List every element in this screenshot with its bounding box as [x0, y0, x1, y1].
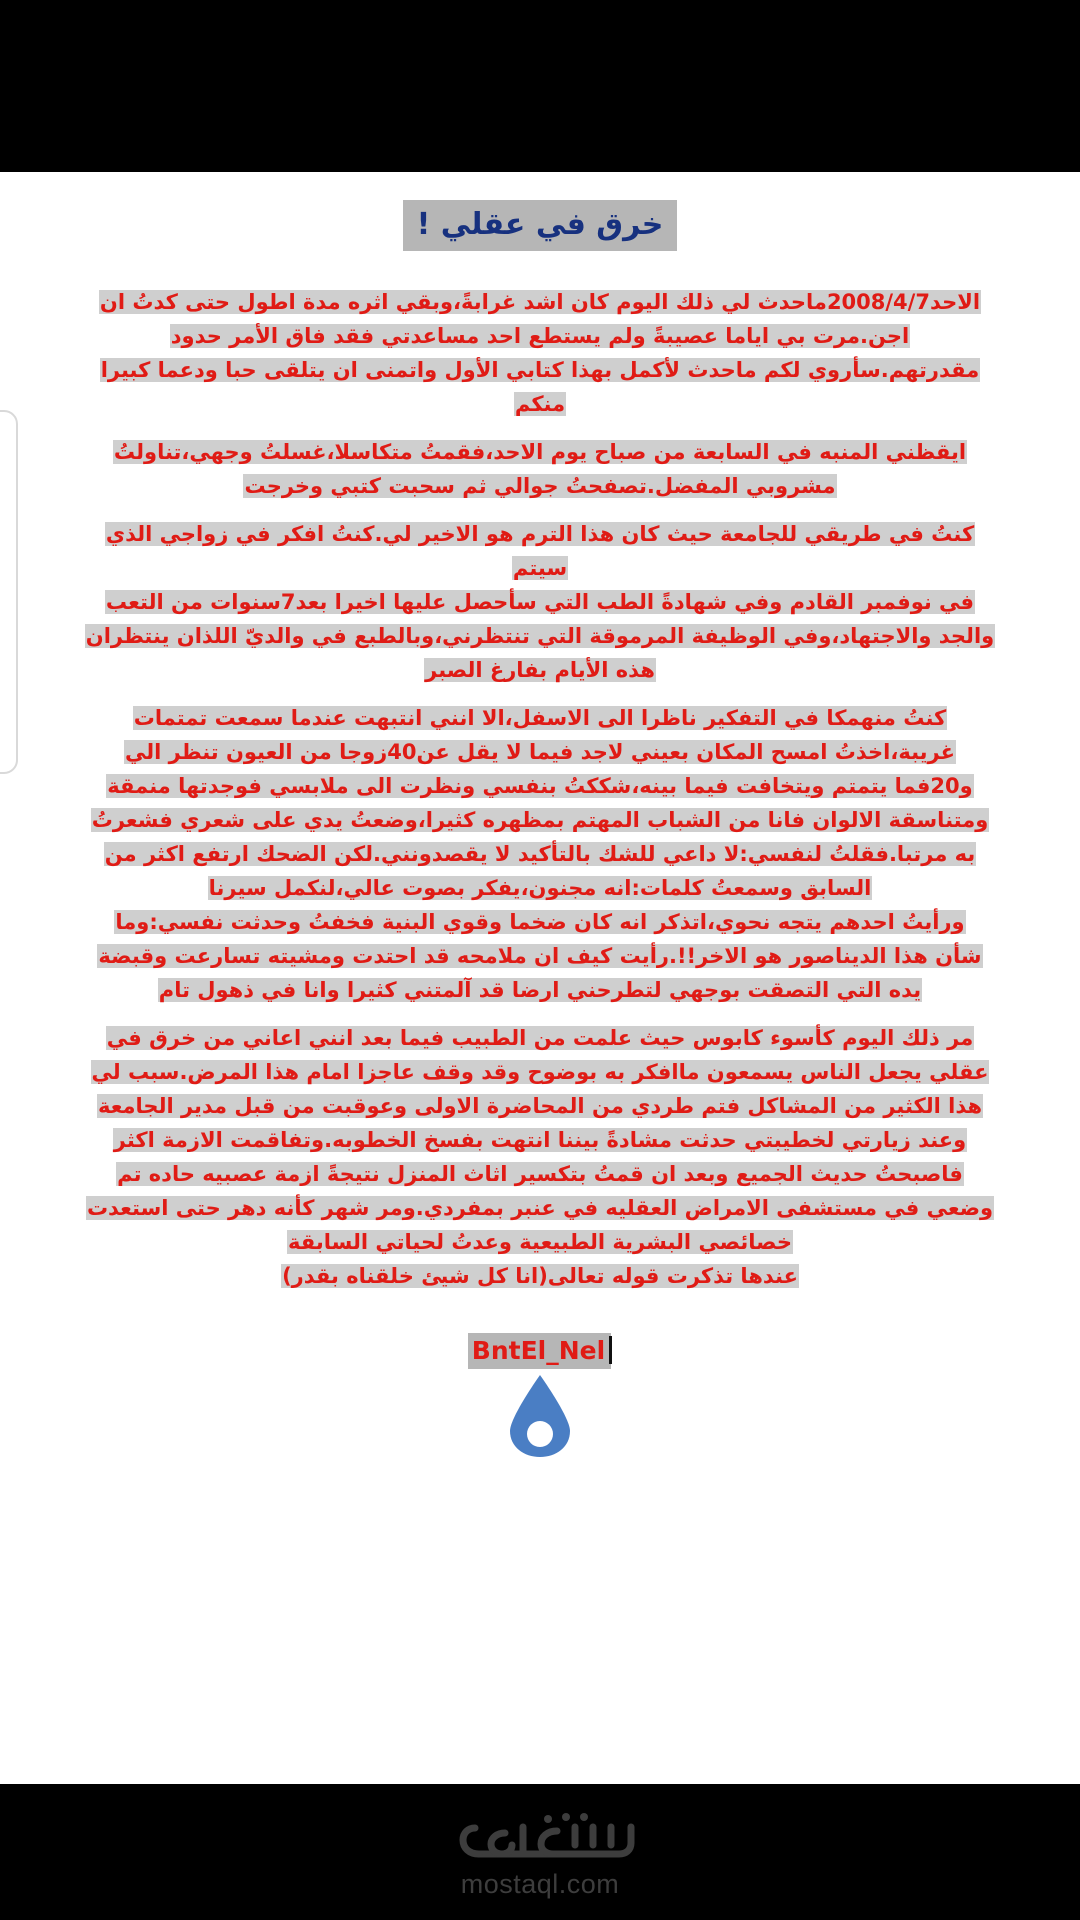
text-line: عندها تذكرت قوله تعالى(انا كل شيئ خلقناه بقدر): [282, 1263, 798, 1288]
text-line: مقدرتهم.سأروي لكم ماحدث لأكمل بهذا كتابي الأول واتمنى ان يتلقى حبا ودعما كبيرا: [100, 357, 980, 382]
page-title: خرق في عقلي !: [403, 200, 678, 251]
text-line: الاحد2008/4/7ماحدث لي ذلك اليوم كان اشد غرابةً،وبقي اثره مدة اطول حتى كدتُ ان: [99, 289, 981, 314]
mostaql-logo-icon: [435, 1805, 645, 1867]
text-line: ومتناسقة الالوان فانا من الشباب المهتم بمظهره كثيرا،وضعتُ يدي على شعري فشعرتُ: [91, 807, 989, 832]
author-signature: BntEl_Nel: [468, 1333, 611, 1369]
text-line: هذه الأيام بفارغ الصبر: [425, 657, 655, 682]
text-line: شأن هذا الديناصور هو الاخر!!.رأيت كيف ان ملامحه قد احتدت ومشيته تسارعت وقبضة: [98, 943, 982, 968]
paragraph-5: [75, 1021, 1005, 1293]
paragraph-2: [75, 435, 1005, 503]
text-line: اجن.مرت بي اياما عصيبةً ولم يستطع احد مساعدتي فقد فاق الأمر حدود: [170, 323, 910, 348]
mostaql-domain-label: mostaql.com: [460, 1868, 620, 1899]
text-line: وعند زيارتي لخطيبتي حدثت مشادةً بيننا انتهت بفسخ الخطوبه.وتفاقمت الازمة اكثر: [113, 1127, 967, 1152]
text-line: وضعي في مستشفى الامراض العقليه في عنبر بمفردي.ومر شهر كأنه دهر حتى استعدت: [86, 1195, 994, 1220]
footer-watermark: [0, 1784, 1080, 1920]
text-line: يده التي التصقت بوجهي لتطرحني ارضا قد آلمتني كثيرا وانا في ذهول تام: [158, 977, 922, 1002]
paragraph-4: [75, 701, 1005, 1007]
text-line: خصائصي البشرية الطبيعية وعدتُ لحياتي السابقة: [288, 1229, 792, 1254]
text-line: غريبة،اخذتُ امسح المكان بعيني لاجد فيما لا يقل عن40زوجا من العيون تنظر الي: [125, 739, 955, 764]
text-line: السابق وسمعتُ كلمات:انه مجنون،يفكر بصوت عالي،لنكمل سيرنا: [208, 875, 872, 900]
text-line: مشروبي المفضل.تصفحتُ جوالي ثم سحبت كتبي وخرجت: [244, 473, 836, 498]
text-line: و20فما يتمتم ويتخافت فيما بينه،شككتُ بنفسي ونظرت الى ملابسي فوجدتها منمقة: [107, 773, 973, 798]
text-line: منكم: [514, 391, 566, 416]
document-body: [0, 172, 1080, 1463]
water-drop-icon: [507, 1373, 573, 1463]
text-caret: [609, 1336, 612, 1364]
paragraph-3: [75, 517, 1005, 687]
document-sheet: [0, 172, 1080, 1784]
text-line: والجد والاجتهاد،وفي الوظيفة المرموقة التي تنتظرني،وبالطبع في والديّ اللذان ينتظران: [85, 623, 995, 648]
text-line: فاصبحتُ حديث الجميع وبعد ان قمتُ بتكسير اثاث المنزل نتيجةً ازمة عصبيه حاده تم: [117, 1161, 963, 1186]
text-line: ايقظني المنبه في السابعة من صباح يوم الاحد،فقمتُ متكاسلا،غسلتُ وجهي،تناولتُ: [113, 439, 967, 464]
signature-container: [0, 1333, 1080, 1369]
document-title-container: [0, 200, 1080, 251]
text-line: مر ذلك اليوم كأسوء كابوس حيث علمت من الطبيب فيما بعد انني اعاني من خرق في: [106, 1025, 974, 1050]
text-line: عقلي يجعل الناس يسمعون ماافكر به بوضوح وقد وقف عاجزا امام هذا المرض.سبب لي: [91, 1059, 989, 1084]
text-line: ورأيتُ احدهم يتجه نحوي،اتذكر انه كان ضخما وقوي البنية فخفتُ وحدثت نفسي:وما: [115, 909, 965, 934]
text-line: في نوفمبر القادم وفي شهادةً الطب التي سأحصل عليها اخيرا بعد7سنوات من التعب: [105, 589, 975, 614]
text-line: هذا الكثير من المشاكل فتم طردي من المحاضرة الاولى وعوقبت من قبل مدير الجامعة: [97, 1093, 983, 1118]
text-line: كنتُ منهمكا في التفكير ناظرا الى الاسفل،الا انني انتبهت عندما سمعت تمتمات: [133, 705, 947, 730]
text-line: به مرتبا.فقلتُ لنفسي:لا داعي للشك بالتأكيد لا يقصدونني.لكن الضحك ارتفع اكثر من: [104, 841, 976, 866]
paragraph-1: [75, 285, 1005, 421]
text-line: كنتُ في طريقي للجامعة حيث كان هذا الترم هو الاخير لي.كنتُ افكر في زواجي الذي سيتم: [105, 521, 975, 580]
drop-container: [0, 1373, 1080, 1463]
